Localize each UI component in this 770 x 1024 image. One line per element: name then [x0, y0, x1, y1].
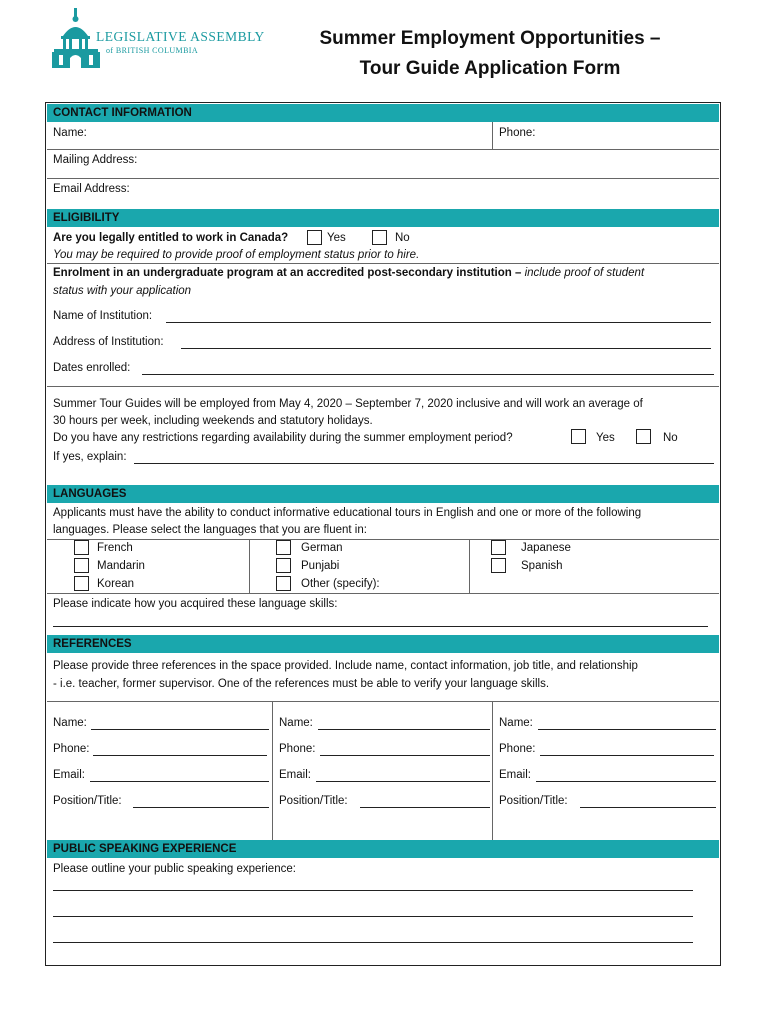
enrolment-requirement — [53, 266, 644, 280]
ref3-email-label: Email: — [499, 769, 531, 781]
phone-field[interactable] — [546, 123, 716, 147]
work-yes-checkbox[interactable] — [307, 230, 322, 245]
divider — [47, 386, 719, 387]
institution-name-label: Name of Institution: — [53, 310, 153, 322]
name-label: Name: — [53, 127, 87, 139]
application-form — [45, 102, 721, 966]
ref1-email-label: Email: — [53, 769, 85, 781]
korean-label: Korean — [97, 578, 135, 590]
mailing-address-label: Mailing Address: — [53, 154, 138, 166]
german-label: German — [301, 542, 343, 554]
language-acquisition-field[interactable] — [53, 626, 708, 627]
ref3-position-field[interactable] — [580, 807, 716, 808]
divider — [469, 539, 470, 593]
explain-field[interactable] — [134, 463, 714, 464]
public-speaking-field-line[interactable] — [53, 916, 693, 917]
japanese-label: Japanese — [521, 542, 571, 554]
divider — [47, 539, 719, 540]
page-title: Summer Employment Opportunities – — [319, 28, 661, 49]
restrictions-no-label: No — [663, 432, 678, 444]
ref1-name-label: Name: — [53, 717, 87, 729]
references-intro-cont: - i.e. teacher, former supervisor. One of the references must be able to verify your language skills. — [53, 678, 550, 690]
parliament-dome-icon — [50, 8, 102, 68]
ref3-position-label: Position/Title: — [499, 795, 568, 807]
ref2-name-field[interactable] — [318, 729, 490, 730]
ref2-phone-field[interactable] — [320, 755, 490, 756]
email-address-field[interactable] — [141, 179, 711, 206]
ref3-name-label: Name: — [499, 717, 533, 729]
ref1-position-label: Position/Title: — [53, 795, 122, 807]
ref3-name-field[interactable] — [538, 729, 716, 730]
logo — [50, 8, 300, 70]
public-speaking-field-line[interactable] — [53, 942, 693, 943]
name-field[interactable] — [106, 123, 486, 147]
references-intro: Please provide three references in the space provided. Include name, contact information, job title, and relationship — [53, 660, 638, 672]
employment-terms-cont: 30 hours per week, including weekends and statutory holidays. — [53, 415, 373, 427]
korean-checkbox[interactable] — [74, 576, 89, 591]
ref2-phone-label: Phone: — [279, 743, 316, 755]
org-subname: of BRITISH COLUMBIA — [106, 46, 199, 55]
restrictions-no-checkbox[interactable] — [636, 429, 651, 444]
languages-intro-cont: languages. Please select the languages that you are fluent in: — [53, 524, 367, 536]
ref1-phone-label: Phone: — [53, 743, 90, 755]
work-no-label: No — [395, 232, 410, 244]
spanish-label: Spanish — [521, 560, 563, 572]
spanish-checkbox[interactable] — [491, 558, 506, 573]
section-header-eligibility: ELIGIBILITY — [47, 209, 719, 227]
section-header-public-speaking: PUBLIC SPEAKING EXPERIENCE — [47, 840, 719, 858]
ref2-position-label: Position/Title: — [279, 795, 348, 807]
phone-label: Phone: — [499, 127, 536, 139]
restrictions-question: Do you have any restrictions regarding availability during the summer employment period? — [53, 432, 513, 444]
german-checkbox[interactable] — [276, 540, 291, 555]
ref2-email-field[interactable] — [316, 781, 490, 782]
enrolment-bold: Enrolment in an undergraduate program at an accredited post-secondary institution – — [53, 267, 522, 279]
divider — [492, 701, 493, 840]
french-label: French — [97, 542, 133, 554]
divider — [492, 122, 493, 149]
punjabi-checkbox[interactable] — [276, 558, 291, 573]
ref2-name-label: Name: — [279, 717, 313, 729]
institution-name-field[interactable] — [166, 322, 711, 323]
public-speaking-prompt: Please outline your public speaking experience: — [53, 863, 296, 875]
explain-label: If yes, explain: — [53, 451, 127, 463]
other-language-label: Other (specify): — [301, 578, 380, 590]
punjabi-label: Punjabi — [301, 560, 340, 572]
employment-terms: Summer Tour Guides will be employed from May 4, 2020 – September 7, 2020 inclusive and will work an average of — [53, 398, 643, 410]
email-address-label: Email Address: — [53, 183, 130, 195]
work-entitlement-question: Are you legally entitled to work in Canada? — [53, 232, 289, 244]
mailing-address-field[interactable] — [151, 150, 711, 176]
restrictions-yes-label: Yes — [596, 432, 615, 444]
ref1-position-field[interactable] — [133, 807, 269, 808]
public-speaking-field-line[interactable] — [53, 890, 693, 891]
dates-enrolled-label: Dates enrolled: — [53, 362, 131, 374]
divider — [249, 539, 250, 593]
french-checkbox[interactable] — [74, 540, 89, 555]
enrolment-italic: include proof of student — [524, 267, 645, 279]
section-header-references: REFERENCES — [47, 635, 719, 653]
ref1-name-field[interactable] — [91, 729, 269, 730]
divider — [47, 593, 719, 594]
section-header-languages: LANGUAGES — [47, 485, 719, 503]
work-yes-label: Yes — [327, 232, 346, 244]
restrictions-yes-checkbox[interactable] — [571, 429, 586, 444]
ref3-phone-field[interactable] — [540, 755, 714, 756]
japanese-checkbox[interactable] — [491, 540, 506, 555]
page-subtitle: Tour Guide Application Form — [359, 58, 621, 79]
institution-address-field[interactable] — [181, 348, 711, 349]
dates-enrolled-field[interactable] — [142, 374, 714, 375]
section-header-contact: CONTACT INFORMATION — [47, 104, 719, 122]
institution-address-label: Address of Institution: — [53, 336, 164, 348]
other-language-checkbox[interactable] — [276, 576, 291, 591]
ref3-phone-label: Phone: — [499, 743, 536, 755]
ref1-email-field[interactable] — [90, 781, 269, 782]
languages-intro: Applicants must have the ability to conduct informative educational tours in English and one or more of the following — [53, 507, 642, 519]
ref2-position-field[interactable] — [360, 807, 490, 808]
language-acquisition-label: Please indicate how you acquired these language skills: — [53, 598, 338, 610]
ref2-email-label: Email: — [279, 769, 311, 781]
mandarin-checkbox[interactable] — [74, 558, 89, 573]
enrolment-italic-cont: status with your application — [53, 285, 192, 297]
divider — [272, 701, 273, 840]
ref3-email-field[interactable] — [536, 781, 716, 782]
org-name: LEGISLATIVE ASSEMBLY — [96, 29, 265, 44]
work-no-checkbox[interactable] — [372, 230, 387, 245]
ref1-phone-field[interactable] — [93, 755, 267, 756]
proof-note: You may be required to provide proof of employment status prior to hire. — [53, 249, 420, 261]
divider — [47, 701, 719, 702]
divider — [47, 263, 719, 264]
mandarin-label: Mandarin — [97, 560, 145, 572]
